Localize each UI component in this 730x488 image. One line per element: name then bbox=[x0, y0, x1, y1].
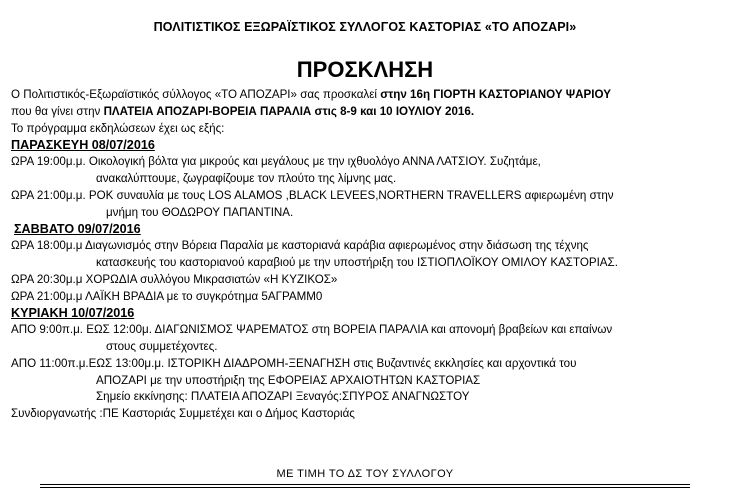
sunday-heading: ΚΥΡΙΑΚΗ 10/07/2016 bbox=[11, 306, 135, 321]
invitation-body bbox=[11, 87, 723, 423]
friday-event-1: ΩΡΑ 19:00μ.μ. Οικολογική βόλτα για μικρούς και μεγάλους με την ιχθυολόγο ΑΝΝΑ ΛΑΤΣΙΟΥ. Συζητάμε, bbox=[11, 155, 541, 169]
saturday-event-2: ΩΡΑ 20:30μ.μ ΧΟΡΩΔΙΑ συλλόγου Μικρασιατών «Η ΚΥΖΙΚΟΣ» bbox=[11, 272, 338, 286]
organization-title: ΠΟΛΙΤΙΣΤΙΚΟΣ ΕΞΩΡΑΪΣΤΙΚΟΣ ΣΥΛΛΟΓΟΣ ΚΑΣΤΟΡΙΑΣ «ΤΟ ΑΠΟΖΑΡΙ» bbox=[153, 20, 577, 34]
co-organizer-line: Συνδιοργανωτής :ΠΕ Καστοριάς Συμμετέχει και ο Δήμος Καστοριάς bbox=[11, 407, 355, 421]
saturday-event-1: ΩΡΑ 18:00μ.μ Διαγωνισμός στην Βόρεια Παραλία με καστοριανά καράβια αφιερωμένος στην διάσωση της τέχνης bbox=[11, 239, 589, 253]
intro-line-2 bbox=[11, 104, 723, 121]
friday-event-1-cont: ανακαλύπτουμε, ζωγραφίζουμε τον πλούτο της λίμνης μας. bbox=[96, 171, 397, 185]
sunday-event-2: ΑΠΟ 11:00π.μ.ΕΩΣ 13:00μ.μ. ΙΣΤΟΡΙΚΗ ΔΙΑΔΡΟΜΗ-ΞΕΝΑΓΗΣΗ στις Βυζαντινές εκκλησίες και αρχοντικά του bbox=[11, 356, 577, 370]
friday-event-2: ΩΡΑ 21:00μ.μ. ΡΟΚ συναυλία με τους LOS ALAMOS ,BLACK LEVEES,NORTHERN TRAVELLERS αφιερωμένη στην bbox=[11, 188, 614, 202]
friday-heading: ΠΑΡΑΣΚΕΥΗ 08/07/2016 bbox=[11, 138, 155, 153]
festival-name: στην 16η ΓΙΟΡΤΗ ΚΑΣΤΟΡΙΑΝΟΥ ΨΑΡΙΟΥ bbox=[380, 88, 611, 101]
sunday-event-1-cont: στους συμμετέχοντες. bbox=[106, 339, 218, 353]
intro-text: Ο Πολιτιστικός-Εξωραϊστικός σύλλογος «ΤΟ ΑΠΟΖΑΡΙ» σας προσκαλεί bbox=[11, 88, 381, 101]
saturday-event-3: ΩΡΑ 21:00μ.μ ΛΑΪΚΗ ΒΡΑΔΙΑ με το συγκρότημα 5ΑΓΡΑΜΜ0 bbox=[11, 289, 323, 303]
venue-and-dates: ΠΛΑΤΕΙΑ ΑΠΟΖΑΡΙ-ΒΟΡΕΙΑ ΠΑΡΑΛΙΑ στις 8-9 και 10 ΙΟΥΛΙΟΥ 2016. bbox=[103, 104, 475, 118]
saturday-heading: ΣΑΒΒΑΤΟ 09/07/2016 bbox=[14, 222, 141, 237]
page-title: ΠΡΟΣΚΛΗΣΗ bbox=[296, 57, 434, 82]
friday-event-2-cont: μνήμη του ΘΟΔΩΡΟΥ ΠΑΠΑΝΤΙΝΑ. bbox=[106, 205, 294, 219]
sunday-event-2-meeting-point: Σημείο εκκίνησης: ΠΛΑΤΕΙΑ ΑΠΟΖΑΡΙ Ξεναγός:ΣΠΥΡΟΣ ΑΝΑΓΝΩΣΤΟΥ bbox=[96, 390, 470, 404]
intro-line-3: Το πρόγραμμα εκδηλώσεων έχει ως εξής: bbox=[11, 121, 225, 135]
footer-divider bbox=[40, 484, 690, 488]
signature-line: ΜΕ ΤΙΜΗ ΤΟ ΔΣ ΤΟΥ ΣΥΛΛΟΓΟΥ bbox=[276, 468, 454, 480]
intro-line-1 bbox=[11, 87, 723, 104]
sunday-event-2-cont: ΑΠΟΖΑΡΙ με την υποστήριξη της ΕΦΟΡΕΙΑΣ ΑΡΧΑΙΟΤΗΤΩΝ ΚΑΣΤΟΡΙΑΣ bbox=[96, 373, 481, 387]
sunday-event-1: ΑΠΟ 9:00π.μ. ΕΩΣ 12:00μ. ΔΙΑΓΩΝΙΣΜΟΣ ΨΑΡΕΜΑΤΟΣ στη ΒΟΡΕΙΑ ΠΑΡΑΛΙΑ και απονομή βραβείων και επαίνων bbox=[11, 323, 613, 337]
intro-text: που θα γίνει στην bbox=[11, 104, 104, 118]
saturday-event-1-cont: κατασκευής του καστοριανού καραβιού με την υποστήριξη του ΙΣΤΙΟΠΛΟΪΚΟΥ ΟΜΙΛΟΥ ΚΑΣΤΟΡΙΑΣ. bbox=[96, 255, 618, 269]
